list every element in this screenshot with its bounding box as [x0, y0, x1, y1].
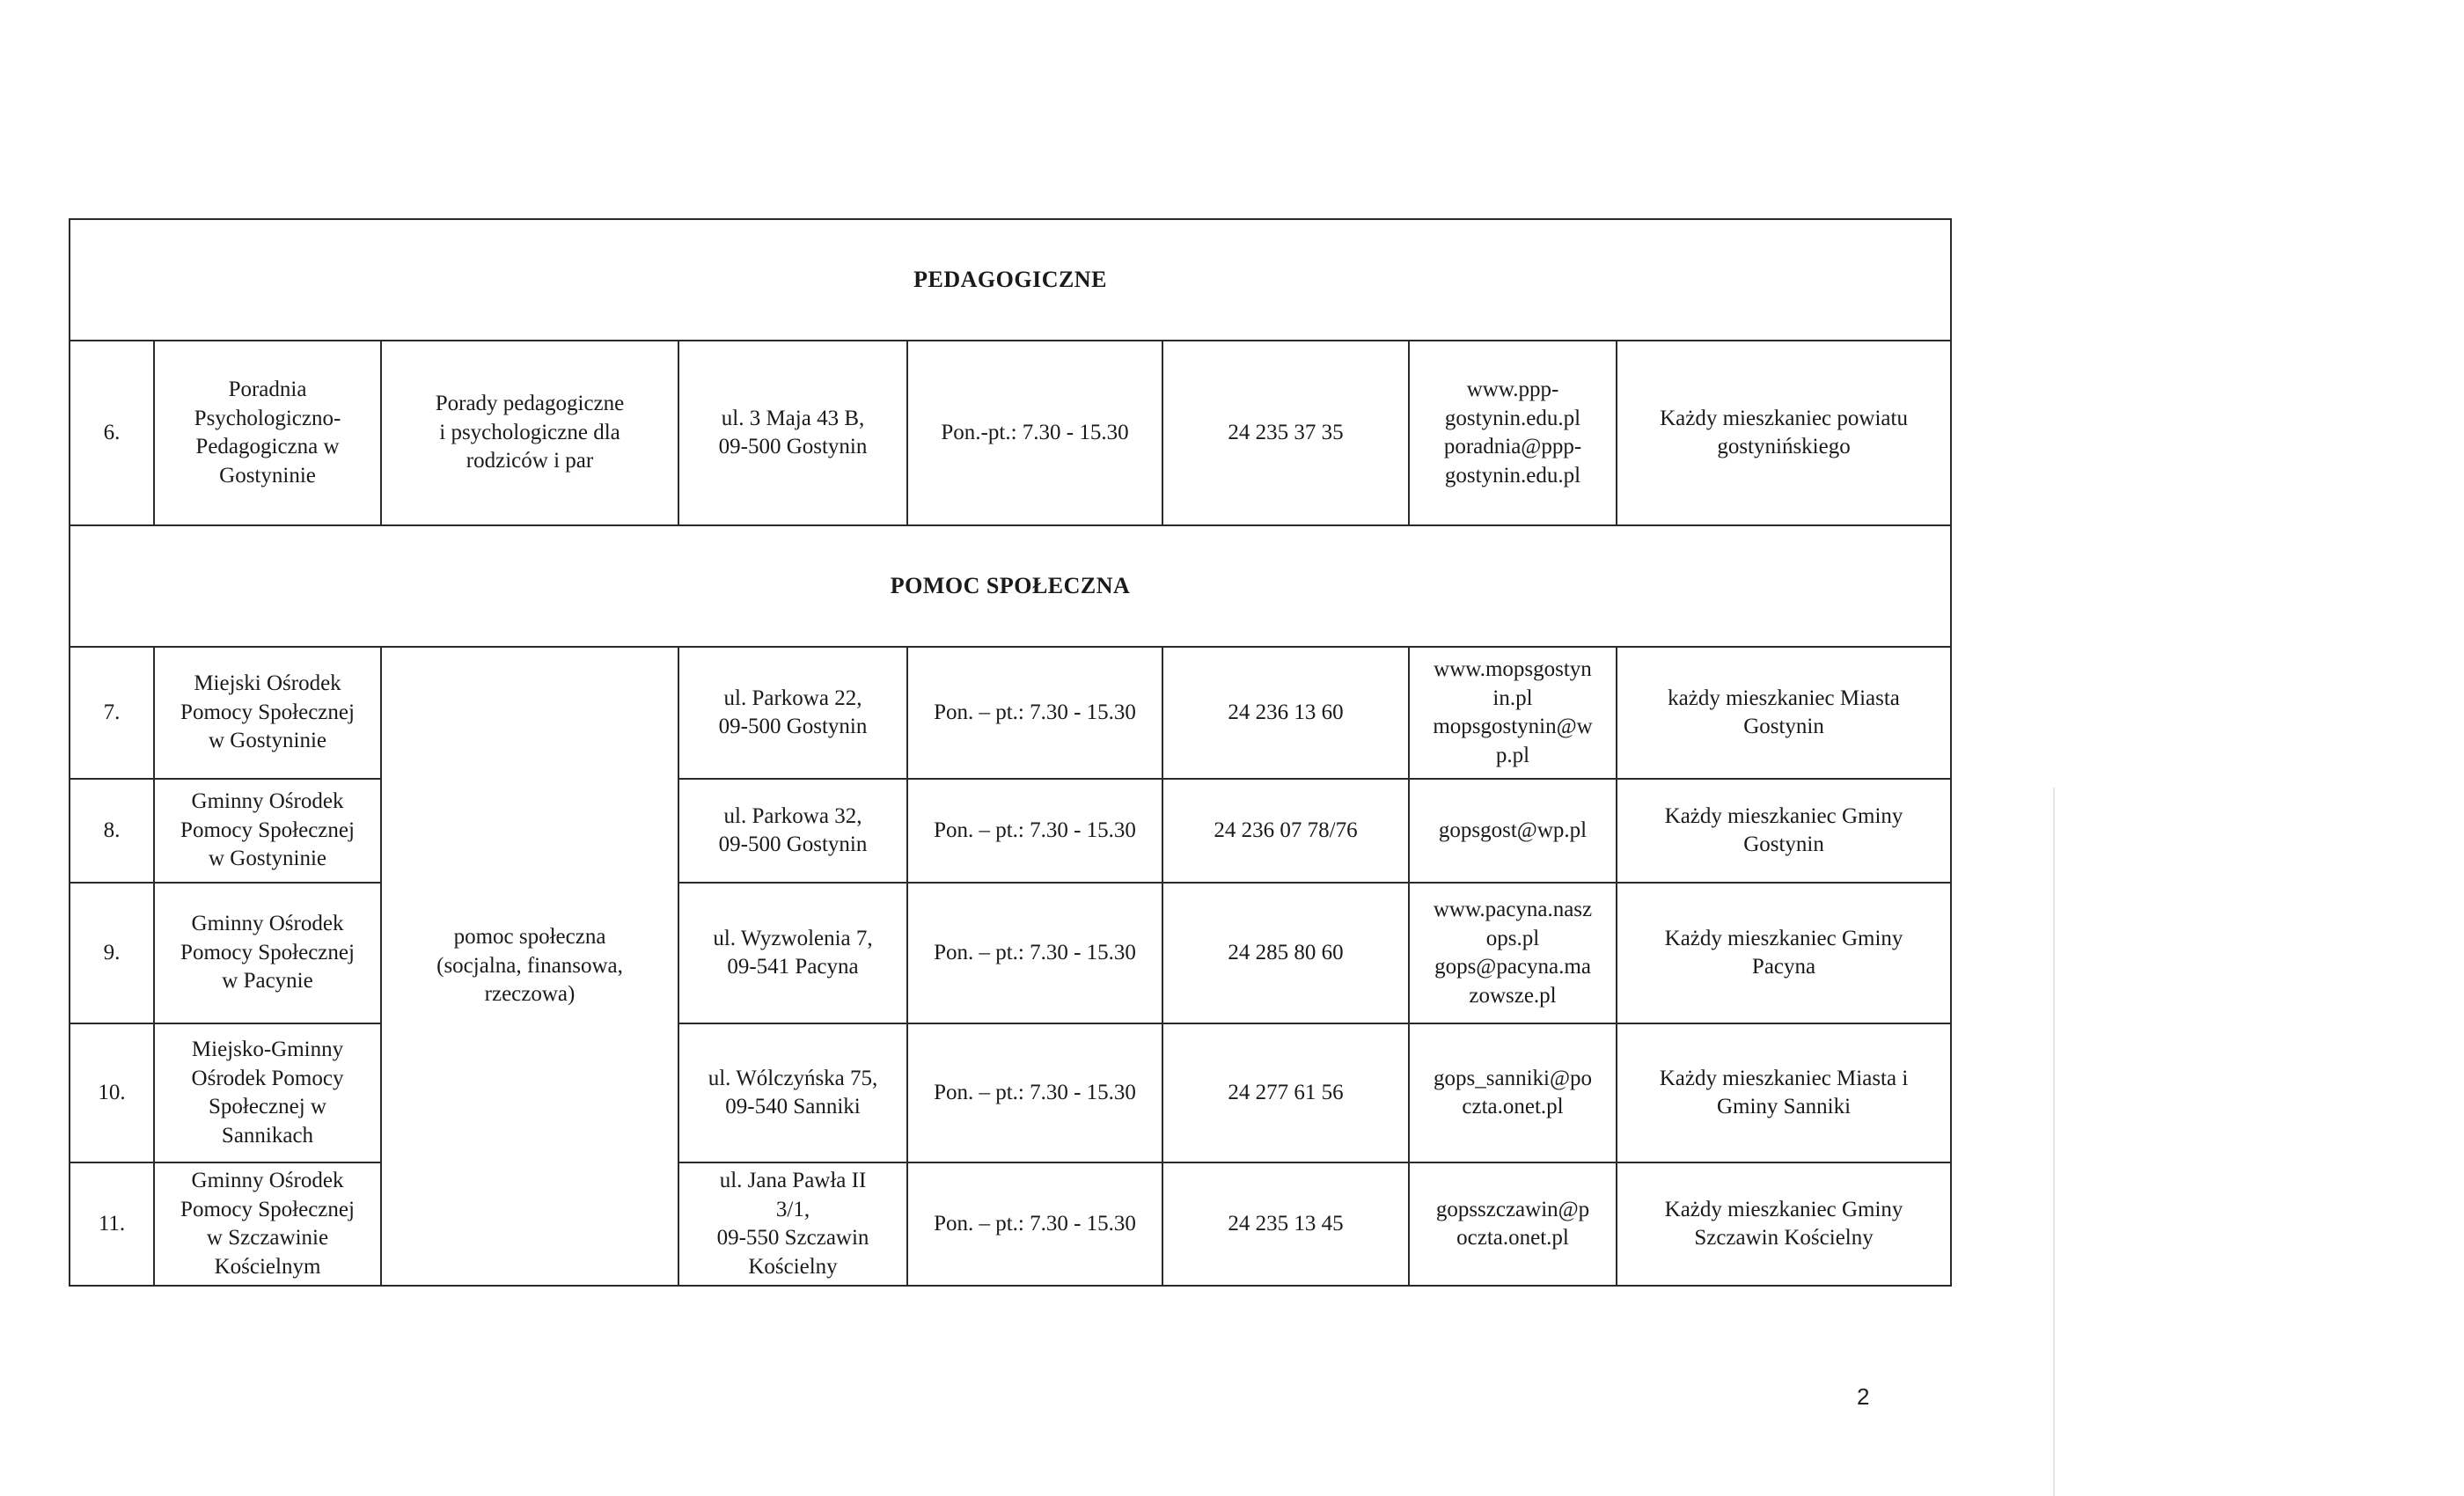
text-line: ul. Parkowa 32, — [723, 803, 862, 828]
address — [678, 1162, 907, 1286]
table-row — [70, 1023, 1951, 1162]
text-line: gopsgost@wp.pl — [1438, 818, 1588, 842]
services-description — [381, 341, 678, 525]
text-line: Pedagogiczna w — [195, 435, 340, 458]
text-line: rodziców i par — [466, 449, 594, 473]
services-description — [381, 647, 678, 1286]
text-line: Sannikach — [221, 1123, 314, 1148]
text-line: Każdy mieszkaniec Gminy — [1664, 1197, 1903, 1221]
text-line: www.pacyna.nasz — [1433, 898, 1593, 921]
text-line: mopsgostynin@w — [1433, 715, 1593, 738]
text-line: 09-550 Szczawin — [716, 1226, 869, 1250]
row-number: 11. — [70, 1162, 154, 1286]
address — [678, 883, 907, 1023]
opening-hours: Pon. – pt.: 7.30 - 15.30 — [907, 883, 1162, 1023]
text-line: Miejsko-Gminny — [191, 1038, 344, 1061]
text-line: Każdy mieszkaniec powiatu — [1660, 406, 1908, 430]
text-line: czta.onet.pl — [1462, 1095, 1564, 1118]
text-line: 09-500 Gostynin — [718, 715, 868, 738]
text-line: w Gostyninie — [208, 729, 327, 753]
text-line: Gminny Ośrodek — [191, 912, 344, 936]
text-line: gops_sanniki@po — [1434, 1066, 1592, 1090]
text-line: Każdy mieszkaniec Miasta i — [1659, 1066, 1909, 1090]
section-header-row — [70, 525, 1951, 647]
text-line: ul. Wyzwolenia 7, — [713, 926, 873, 950]
text-line: oczta.onet.pl — [1456, 1226, 1569, 1250]
text-line: Psychologiczno- — [194, 406, 341, 430]
website-email — [1409, 1023, 1617, 1162]
text-line: w Pacynie — [222, 969, 313, 994]
text-line: 09-541 Pacyna — [727, 955, 859, 979]
text-line: każdy mieszkaniec Miasta — [1668, 686, 1900, 710]
text-line: Pomocy Społecznej — [180, 1197, 355, 1221]
text-line: Społecznej w — [209, 1095, 326, 1118]
text-line: Pomocy Społecznej — [180, 700, 355, 724]
text-line: pomoc społeczna — [453, 925, 606, 950]
opening-hours: Pon. – pt.: 7.30 - 15.30 — [907, 1162, 1162, 1286]
text-line: gopsszczawin@p — [1435, 1197, 1590, 1221]
institution-name — [154, 1023, 381, 1162]
table-row — [70, 883, 1951, 1023]
text-line: 09-500 Gostynin — [718, 832, 868, 856]
text-line: gostynińskiego — [1717, 435, 1851, 458]
website-email — [1409, 1162, 1617, 1286]
text-line: Gostynin — [1743, 832, 1824, 856]
website-email — [1409, 883, 1617, 1023]
text-line: 09-500 Gostynin — [718, 435, 868, 458]
text-line: gops@pacyna.ma — [1434, 955, 1591, 979]
phone-number: 24 236 07 78/76 — [1162, 779, 1409, 883]
eligibility — [1617, 341, 1951, 525]
eligibility — [1617, 883, 1951, 1023]
institution-name — [154, 647, 381, 779]
eligibility — [1617, 1162, 1951, 1286]
text-line: Pacyna — [1751, 955, 1816, 979]
text-line: gostynin.edu.pl — [1444, 463, 1581, 488]
text-line: ul. Parkowa 22, — [723, 686, 862, 710]
row-number: 7. — [70, 647, 154, 779]
eligibility — [1617, 779, 1951, 883]
text-line: 09-540 Sanniki — [725, 1095, 861, 1118]
text-line: Szczawin Kościelny — [1694, 1226, 1874, 1250]
opening-hours: Pon.-pt.: 7.30 - 15.30 — [907, 341, 1162, 525]
text-line: Każdy mieszkaniec Gminy — [1664, 926, 1903, 950]
institution-name — [154, 883, 381, 1023]
institutions-table — [69, 218, 1952, 1287]
table-row — [70, 1162, 1951, 1286]
text-line: Kościelnym — [214, 1254, 321, 1279]
text-line: Kościelny — [748, 1254, 838, 1279]
phone-number: 24 235 13 45 — [1162, 1162, 1409, 1286]
text-line: w Gostyninie — [208, 847, 327, 871]
text-line: Gostynin — [1743, 715, 1824, 738]
institution-name — [154, 341, 381, 525]
opening-hours: Pon. – pt.: 7.30 - 15.30 — [907, 1023, 1162, 1162]
text-line: ul. 3 Maja 43 B, — [721, 406, 865, 430]
row-number: 9. — [70, 883, 154, 1023]
scan-edge-line — [2053, 788, 2055, 1496]
phone-number: 24 277 61 56 — [1162, 1023, 1409, 1162]
text-line: Miejski Ośrodek — [194, 671, 341, 696]
text-line: poradnia@ppp- — [1443, 435, 1582, 458]
text-line: Gminny Ośrodek — [191, 1169, 344, 1192]
text-line: (socjalna, finansowa, — [436, 953, 623, 978]
phone-number: 24 236 13 60 — [1162, 647, 1409, 779]
table-row — [70, 341, 1951, 525]
phone-number: 24 285 80 60 — [1162, 883, 1409, 1023]
row-number: 8. — [70, 779, 154, 883]
text-line: Poradnia — [228, 378, 307, 401]
website-email — [1409, 779, 1617, 883]
text-line: Gostyninie — [219, 463, 316, 488]
text-line: in.pl — [1492, 686, 1533, 710]
website-email — [1409, 341, 1617, 525]
text-line: w Szczawinie — [206, 1226, 329, 1250]
text-line: zowsze.pl — [1469, 983, 1557, 1008]
opening-hours: Pon. – pt.: 7.30 - 15.30 — [907, 779, 1162, 883]
text-line: Porady pedagogiczne — [435, 392, 625, 416]
institution-name — [154, 779, 381, 883]
phone-number: 24 235 37 35 — [1162, 341, 1409, 525]
text-line: Gminy Sanniki — [1716, 1095, 1852, 1118]
text-line: ul. Jana Pawła II — [719, 1169, 867, 1192]
section-heading-pomoc-spoleczna: POMOC SPOŁECZNA — [70, 525, 1951, 647]
section-heading-pedagogiczne: PEDAGOGICZNE — [70, 219, 1951, 341]
table-row — [70, 779, 1951, 883]
text-line: ul. Wólczyńska 75, — [708, 1066, 878, 1090]
institution-name — [154, 1162, 381, 1286]
page-number: 2 — [1857, 1383, 1870, 1410]
text-line: Pomocy Społecznej — [180, 940, 355, 964]
text-line: www.ppp- — [1466, 378, 1559, 401]
text-line: 3/1, — [775, 1197, 810, 1221]
text-line: i psychologiczne dla — [439, 420, 620, 444]
row-number: 6. — [70, 341, 154, 525]
text-line: Każdy mieszkaniec Gminy — [1664, 803, 1903, 828]
text-line: rzeczowa) — [484, 982, 576, 1007]
address — [678, 647, 907, 779]
text-line: www.mopsgostyn — [1434, 657, 1592, 681]
text-line: Ośrodek Pomocy — [191, 1066, 344, 1090]
eligibility — [1617, 1023, 1951, 1162]
text-line: ops.pl — [1485, 926, 1540, 950]
text-line: gostynin.edu.pl — [1444, 406, 1581, 430]
opening-hours: Pon. – pt.: 7.30 - 15.30 — [907, 647, 1162, 779]
address — [678, 341, 907, 525]
eligibility — [1617, 647, 1951, 779]
text-line: Gminny Ośrodek — [191, 789, 344, 814]
table-row — [70, 647, 1951, 779]
website-email — [1409, 647, 1617, 779]
row-number: 10. — [70, 1023, 154, 1162]
address — [678, 779, 907, 883]
section-header-row — [70, 219, 1951, 341]
address — [678, 1023, 907, 1162]
text-line: p.pl — [1495, 743, 1530, 767]
text-line: Pomocy Społecznej — [180, 818, 355, 842]
